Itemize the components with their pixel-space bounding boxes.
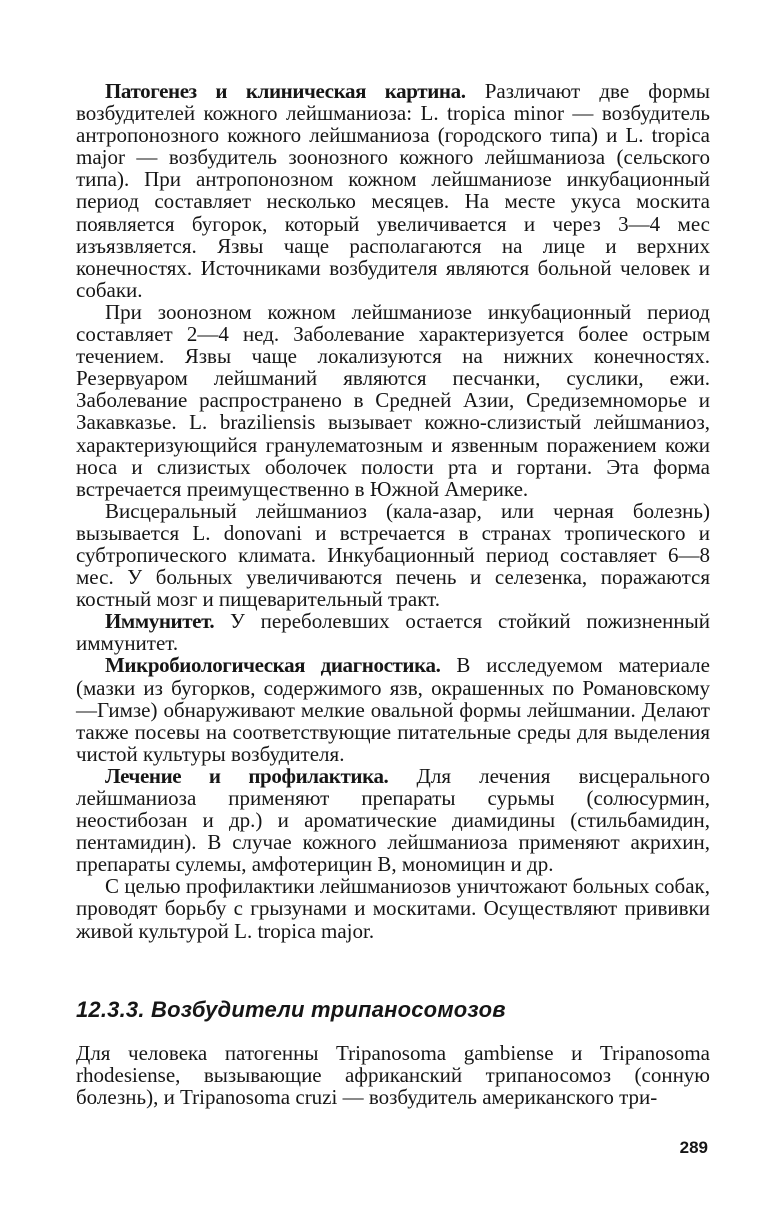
paragraph-pathogenesis xyxy=(76,80,710,301)
paragraph-diagnostics xyxy=(76,654,710,764)
paragraph-immunity xyxy=(76,610,710,654)
heading-treatment: Лечение и профилактика. xyxy=(105,763,389,788)
heading-immunity: Иммунитет. xyxy=(105,609,215,634)
paragraph-zoonotic: При зоонозном кожном лейшманиозе инкубационный период составляет 2—4 нед. Заболевание характеризуется более острым течением. Язвы чаще локализуются на нижних конечностях. Резервуаром лейшманий являются песчанки, суслики, ежи. Заболевание распространено в Средней Азии, Средиземноморье и Закавказье. L. braziliensis вызывает кожно-слизистый лейшманиоз, характеризующийся гранулематозным и язвенным поражением кожи носа и слизистых оболочек полости рта и гортани. Эта форма встречается преимущественно в Южной Америке. xyxy=(76,299,710,501)
text-immunity: У переболевших остается стойкий пожизненный иммунитет. xyxy=(76,609,710,656)
paragraph-visceral: Висцеральный лейшманиоз (кала-азар, или черная болезнь) вызывается L. donovani и встречается в странах тропического и субтропического климата. Инкубационный период составляет 6—8 мес. У больных увеличиваются печень и селезенка, поражаются костный мозг и пищеварительный тракт. xyxy=(76,498,710,612)
heading-diagnostics: Микробиологическая диагностика. xyxy=(105,653,441,678)
heading-pathogenesis: Патогенез и клиническая картина. xyxy=(105,79,466,103)
paragraph-treatment xyxy=(76,765,710,875)
text-diagnostics: В исследуемом материале (мазки из бугорков, содержимого язв, окрашенных по Романовскому—Гимзе) обнаруживают мелкие овальной формы лейшмании. Делают также посевы на соответствующие питательные среды для выделения чистой культуры возбудителя. xyxy=(76,653,710,766)
paragraph-prevention: С целью профилактики лейшманиозов уничтожают больных собак, проводят борьбу с грызунами и москитами. Осуществляют прививки живой культурой L. tropica major. xyxy=(76,874,710,943)
text-treatment: Для лечения висцерального лейшманиоза применяют препараты сурьмы (солюсурмин, неостибозан и др.) и ароматические диамидины (стильбамидин, пентамидин). В случае кожного лейшманиоза применяют акрихин, препараты сулемы, амфотерицин В, мономицин и др. xyxy=(76,763,711,877)
text-pathogenesis: Различают две формы возбудителей кожного лейшманиоза: L. tropica minor — возбудитель антропонозного кожного лейшманиоза (городского типа) и L. tropica major — возбудитель зоонозного кожного лейшманиоза (сельского типа). При антропонозном кожном лейшманиозе инкубационный период составляет несколько месяцев. На месте укуса москита появляется бугорок, который увеличивается и через 3—4 мес изъязвляется. Язвы чаще располагаются на лице и верхних конечностях. Источниками возбудителя являются больной человек и собаки. xyxy=(76,79,710,302)
page-body xyxy=(76,80,710,1108)
page-number: 289 xyxy=(679,1138,708,1157)
subsection-title: 12.3.3. Возбудители трипаносомозов xyxy=(76,996,506,1022)
paragraph-trypanosoma: Для человека патогенны Tripanosoma gambiense и Tripanosoma rhodesiense, вызывающие африканский трипаносомоз (сонную болезнь), и Tripanosoma cruzi — возбудитель американского три- xyxy=(76,1040,710,1109)
